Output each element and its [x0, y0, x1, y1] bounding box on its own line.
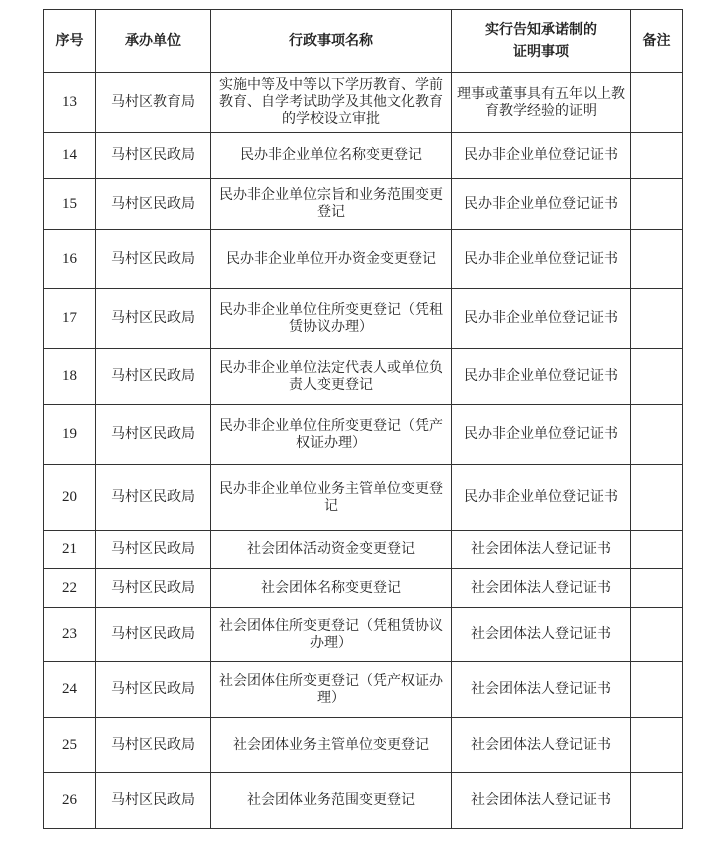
- cell-unit: 马村区教育局: [96, 73, 211, 133]
- header-cert: [452, 10, 631, 73]
- cell-cert: 社会团体法人登记证书: [452, 718, 631, 773]
- table-row: [44, 405, 683, 465]
- cell-unit: 马村区民政局: [96, 465, 211, 531]
- cell-unit: 马村区民政局: [96, 133, 211, 179]
- table-row: [44, 465, 683, 531]
- cell-item: 社会团体活动资金变更登记: [211, 531, 452, 569]
- cell-index: 26: [44, 773, 96, 829]
- cell-item: 民办非企业单位业务主管单位变更登记: [211, 465, 452, 531]
- cell-cert: 社会团体法人登记证书: [452, 662, 631, 718]
- cell-unit: 马村区民政局: [96, 531, 211, 569]
- cell-index: 17: [44, 289, 96, 349]
- certification-items-table: [43, 9, 683, 829]
- header-remark: 备注: [631, 10, 683, 73]
- cell-unit: 马村区民政局: [96, 718, 211, 773]
- cell-index: 23: [44, 608, 96, 662]
- cell-unit: 马村区民政局: [96, 405, 211, 465]
- cell-remark: [631, 531, 683, 569]
- table-row: [44, 662, 683, 718]
- cell-unit: 马村区民政局: [96, 230, 211, 289]
- cell-item: 社会团体业务范围变更登记: [211, 773, 452, 829]
- cell-index: 13: [44, 73, 96, 133]
- cell-remark: [631, 465, 683, 531]
- cell-remark: [631, 349, 683, 405]
- cell-cert: 民办非企业单位登记证书: [452, 289, 631, 349]
- cell-index: 18: [44, 349, 96, 405]
- cell-remark: [631, 662, 683, 718]
- cell-cert: 社会团体法人登记证书: [452, 773, 631, 829]
- header-cert-line1: 实行告知承诺制的: [485, 22, 597, 38]
- table-row: [44, 133, 683, 179]
- table-row: [44, 773, 683, 829]
- cell-index: 16: [44, 230, 96, 289]
- header-cert-line2: 证明事项: [513, 44, 569, 60]
- cell-remark: [631, 405, 683, 465]
- cell-remark: [631, 718, 683, 773]
- cell-unit: 马村区民政局: [96, 289, 211, 349]
- cell-remark: [631, 133, 683, 179]
- header-unit: 承办单位: [96, 10, 211, 73]
- cell-cert: 民办非企业单位登记证书: [452, 230, 631, 289]
- cell-cert: 民办非企业单位登记证书: [452, 349, 631, 405]
- cell-unit: 马村区民政局: [96, 349, 211, 405]
- cell-unit: 马村区民政局: [96, 662, 211, 718]
- cell-remark: [631, 230, 683, 289]
- cell-item: 社会团体住所变更登记（凭产权证办理）: [211, 662, 452, 718]
- cell-cert: 社会团体法人登记证书: [452, 608, 631, 662]
- cell-index: 22: [44, 569, 96, 608]
- cell-cert: 理事或董事具有五年以上教育教学经验的证明: [452, 73, 631, 133]
- table-row: [44, 531, 683, 569]
- cell-unit: 马村区民政局: [96, 608, 211, 662]
- cell-item: 民办非企业单位开办资金变更登记: [211, 230, 452, 289]
- table-row: [44, 179, 683, 230]
- cell-cert: 社会团体法人登记证书: [452, 531, 631, 569]
- cell-index: 15: [44, 179, 96, 230]
- cell-item: 民办非企业单位法定代表人或单位负责人变更登记: [211, 349, 452, 405]
- cell-cert: 民办非企业单位登记证书: [452, 405, 631, 465]
- cell-index: 14: [44, 133, 96, 179]
- cell-unit: 马村区民政局: [96, 569, 211, 608]
- cell-index: 21: [44, 531, 96, 569]
- cell-item: 社会团体住所变更登记（凭租赁协议办理）: [211, 608, 452, 662]
- cell-remark: [631, 608, 683, 662]
- table-row: [44, 73, 683, 133]
- table-row: [44, 230, 683, 289]
- table-row: [44, 289, 683, 349]
- table-row: [44, 608, 683, 662]
- table-header-row: [44, 10, 683, 73]
- cell-unit: 马村区民政局: [96, 773, 211, 829]
- cell-index: 25: [44, 718, 96, 773]
- cell-item: 社会团体名称变更登记: [211, 569, 452, 608]
- cell-unit: 马村区民政局: [96, 179, 211, 230]
- cell-item: 社会团体业务主管单位变更登记: [211, 718, 452, 773]
- cell-remark: [631, 773, 683, 829]
- cell-remark: [631, 569, 683, 608]
- table-row: [44, 349, 683, 405]
- cell-item: 民办非企业单位住所变更登记（凭产权证办理）: [211, 405, 452, 465]
- cell-remark: [631, 73, 683, 133]
- cell-cert: 社会团体法人登记证书: [452, 569, 631, 608]
- header-item: 行政事项名称: [211, 10, 452, 73]
- cell-cert: 民办非企业单位登记证书: [452, 465, 631, 531]
- cell-item: 民办非企业单位名称变更登记: [211, 133, 452, 179]
- cell-item: 民办非企业单位住所变更登记（凭租赁协议办理）: [211, 289, 452, 349]
- cell-cert: 民办非企业单位登记证书: [452, 133, 631, 179]
- cell-remark: [631, 179, 683, 230]
- cell-cert: 民办非企业单位登记证书: [452, 179, 631, 230]
- cell-index: 24: [44, 662, 96, 718]
- header-index: 序号: [44, 10, 96, 73]
- cell-index: 20: [44, 465, 96, 531]
- cell-index: 19: [44, 405, 96, 465]
- cell-item: 实施中等及中等以下学历教育、学前教育、自学考试助学及其他文化教育的学校设立审批: [211, 73, 452, 133]
- table-row: [44, 718, 683, 773]
- table-row: [44, 569, 683, 608]
- cell-item: 民办非企业单位宗旨和业务范围变更登记: [211, 179, 452, 230]
- cell-remark: [631, 289, 683, 349]
